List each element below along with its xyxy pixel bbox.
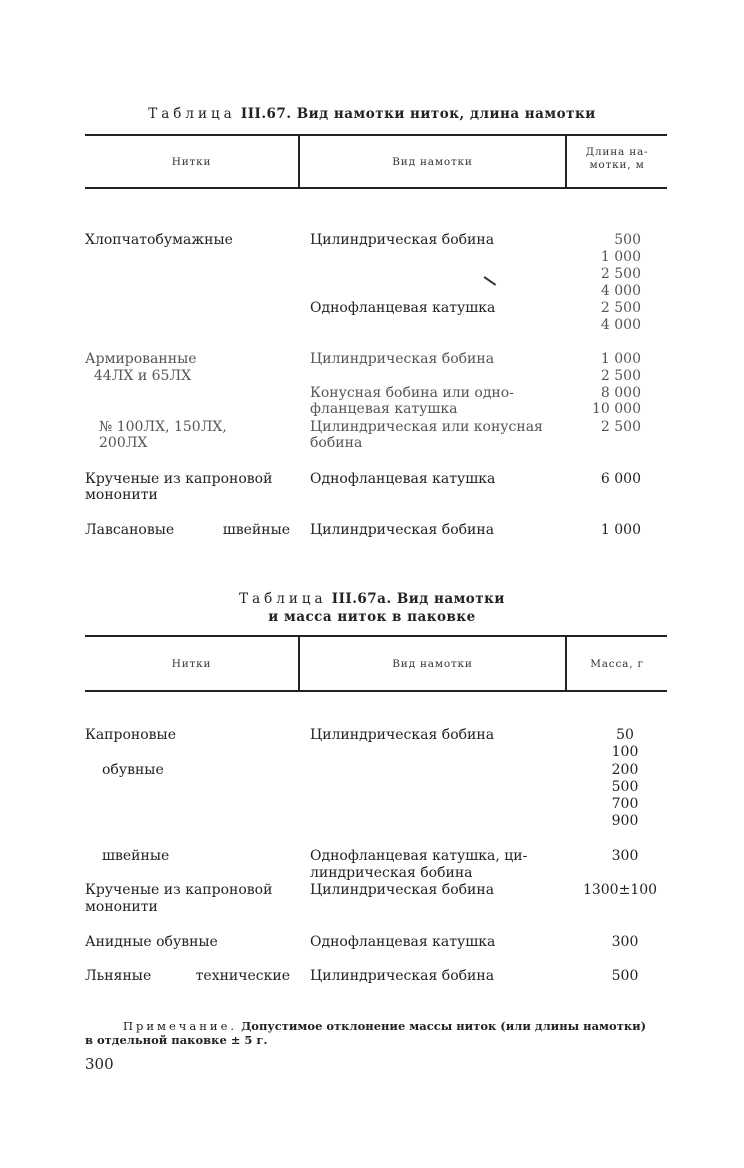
table1-row-6-thread: Лавсановые швейные: [85, 522, 290, 538]
table2-header-rule: [85, 690, 667, 692]
table1-caption: [0, 106, 744, 122]
table1-row-2-thread: Армированные 44ЛХ и 65ЛХ: [85, 351, 197, 384]
table2-row-3-thread: Крученые из капроновой мононити: [85, 882, 273, 915]
table1-header-length: Длина на- мотки, м: [585, 146, 649, 171]
table2-row-3-winding: Цилиндрическая бобина: [310, 882, 495, 898]
table1-row-2-values: 1 000 2 500: [600, 351, 641, 384]
table2-caption-prefix: Таблица: [239, 591, 327, 607]
table1-row-4-thread: № 100ЛХ, 150ЛХ, 200ЛХ: [99, 419, 227, 451]
table1-row-4-winding: Цилиндрическая или конусная бобина: [310, 419, 543, 451]
table2-row-1-thread: обувные: [102, 762, 164, 778]
table1-row-0-values: 500 1 000 2 500 4 000: [600, 232, 641, 299]
table2-header-winding: Вид намотки: [392, 658, 473, 670]
table2-row-1-values: 200 500 700 900: [611, 762, 639, 829]
table1-top-rule: [85, 134, 667, 136]
table1-header-thread: Нитки: [171, 156, 212, 168]
table1-row-1-values: 2 500 4 000: [600, 300, 641, 333]
footnote: [85, 1019, 675, 1047]
table2-caption-line-1: [0, 591, 744, 607]
table1-row-0-thread: Хлопчатобумажные: [85, 232, 233, 248]
table1-row-4-values: 2 500: [600, 419, 641, 435]
table2-caption-line-2: и масса ниток в паковке: [268, 609, 476, 625]
table1-header-rule: [85, 187, 667, 189]
stray-mark: [484, 276, 496, 285]
table2-header-thread: Нитки: [171, 658, 212, 670]
table2-row-4-values: 300: [611, 934, 639, 950]
table1-row-6-winding: Цилиндрическая бобина: [310, 522, 495, 538]
table2-row-2-thread: швейные: [102, 848, 170, 864]
table2-row-2-values: 300: [611, 848, 639, 864]
table2-row-4-winding: Однофланцевая катушка: [310, 934, 496, 950]
table1-header-winding: Вид намотки: [392, 156, 473, 168]
table1-row-0-winding: Цилиндрическая бобина: [310, 232, 495, 248]
table2-row-0-winding: Цилиндрическая бобина: [310, 727, 495, 743]
table2-row-4-thread: Анидные обувные: [85, 934, 218, 950]
table1-row-5-values: 6 000: [600, 471, 641, 487]
table1-row-5-thread: Крученые из капроновой мононити: [85, 471, 273, 503]
table2-row-3-values: 1300±100: [582, 882, 658, 898]
table2-caption-text: III.67а. Вид намотки: [331, 591, 505, 607]
table1-row-3-values: 8 000 10 000: [592, 385, 641, 417]
table2-row-0-thread: Капроновые: [85, 727, 176, 743]
table2-header-mass: Масса, г: [590, 658, 644, 670]
footnote-label: Примечание.: [123, 1019, 238, 1033]
table2-row-5-values: 500: [611, 968, 639, 984]
table1-row-3-winding: Конусная бобина или одно- фланцевая катушка: [310, 385, 514, 417]
table2-top-rule: [85, 635, 667, 637]
footnote-text: Допустимое отклонение массы ниток (или длины намотки) в отдельной паковке ± 5 г.: [85, 1019, 647, 1047]
table1-caption-text: III.67. Вид намотки ниток, длина намотки: [240, 106, 596, 122]
table1-row-5-winding: Однофланцевая катушка: [310, 471, 496, 487]
table1-row-1-winding: Однофланцевая катушка: [310, 300, 496, 316]
table1-row-6-values: 1 000: [600, 522, 641, 538]
page-number: 300: [85, 1055, 114, 1073]
table2-row-2-winding: Однофланцевая катушка, ци- линдрическая бобина: [310, 848, 528, 881]
table1-row-2-winding: Цилиндрическая бобина: [310, 351, 495, 367]
table2-row-5-thread: Льняные технические: [85, 968, 290, 984]
table1-caption-prefix: Таблица: [148, 106, 236, 122]
table2-row-5-winding: Цилиндрическая бобина: [310, 968, 495, 984]
table2-row-0-values: 50 100: [611, 727, 639, 760]
